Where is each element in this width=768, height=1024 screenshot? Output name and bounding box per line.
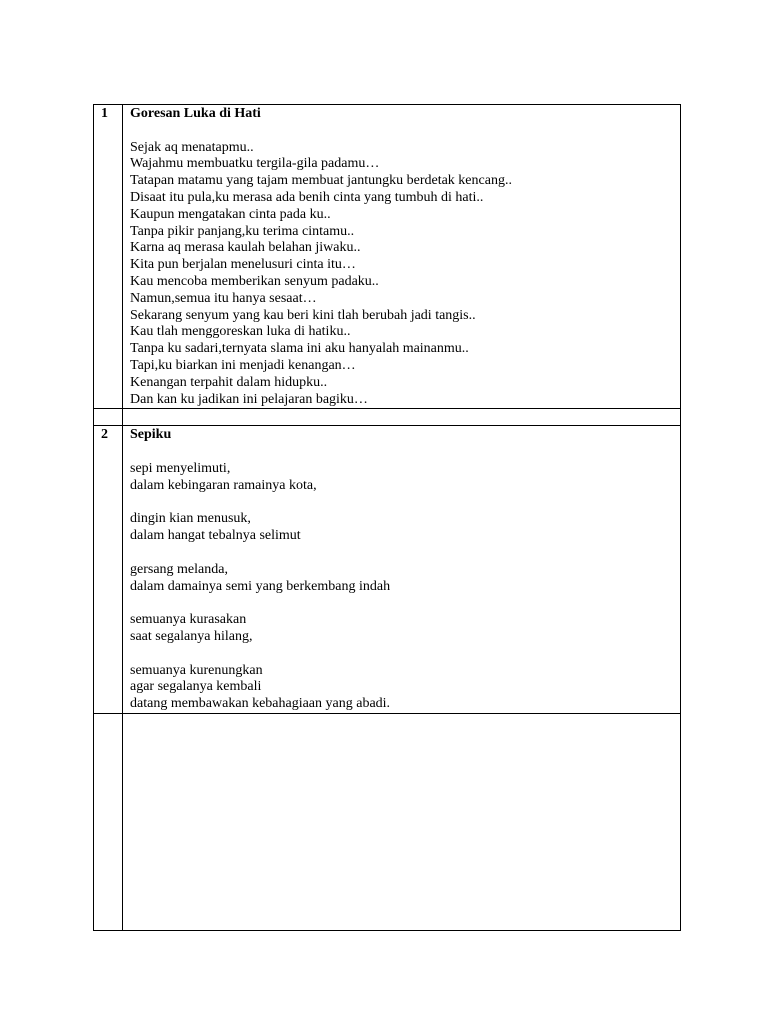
poem-stanza xyxy=(130,612,680,646)
number-cell-2 xyxy=(94,426,123,714)
poem-stanza xyxy=(130,461,680,495)
poem-line: Wajahmu membuatku tergila-gila padamu… xyxy=(130,156,380,172)
poem-line: Kau mencoba memberikan senyum padaku.. xyxy=(130,273,379,289)
poem-line: Dan kan ku jadikan ini pelajaran bagiku… xyxy=(130,391,368,407)
poem-stanza xyxy=(130,511,680,545)
poem-line: sepi menyelimuti, xyxy=(130,460,231,476)
poem-number-1: 1 xyxy=(101,106,108,121)
poem-stanza xyxy=(130,562,680,596)
poem-line: Tanpa pikir panjang,ku terima cintamu.. xyxy=(130,223,355,239)
poem-row-2 xyxy=(94,426,681,714)
empty-content-cell xyxy=(123,713,681,930)
poem-line: Namun,semua itu hanya sesaat… xyxy=(130,290,317,306)
poem-line: semuanya kurasakan xyxy=(130,612,247,628)
poem-line: datang membawakan kebahagiaan yang abadi. xyxy=(130,696,391,712)
poem-line: Tapi,ku biarkan ini menjadi kenangan… xyxy=(130,357,356,373)
empty-row xyxy=(94,409,681,426)
poem-cell-1 xyxy=(123,105,681,409)
poem-line: Karna aq merasa kaulah belahan jiwaku.. xyxy=(130,240,361,256)
poem-stanza xyxy=(130,663,680,713)
empty-row xyxy=(94,713,681,930)
number-cell-1 xyxy=(94,105,123,409)
poem-cell-2 xyxy=(123,426,681,714)
empty-content-cell xyxy=(123,409,681,426)
poem-line: Sekarang senyum yang kau beri kini tlah berubah jadi tangis.. xyxy=(130,307,476,323)
poem-line: Kenangan terpahit dalam hidupku.. xyxy=(130,374,328,390)
poem-line: Kaupun mengatakan cinta pada ku.. xyxy=(130,206,331,222)
poem-line: dingin kian menusuk, xyxy=(130,511,251,527)
poem-line: semuanya kurenungkan xyxy=(130,662,263,678)
poem-title-2: Sepiku xyxy=(130,427,172,443)
empty-number-cell xyxy=(94,713,123,930)
poem-line: Sejak aq menatapmu.. xyxy=(130,139,254,155)
empty-number-cell xyxy=(94,409,123,426)
poem-table xyxy=(93,104,681,931)
poem-stanza xyxy=(130,140,680,409)
poem-number-2: 2 xyxy=(101,427,108,443)
poem-line: Disaat itu pula,ku merasa ada benih cinta yang tumbuh di hati.. xyxy=(130,189,484,205)
poem-line: Kau tlah menggoreskan luka di hatiku.. xyxy=(130,324,351,340)
poem-line: agar segalanya kembali xyxy=(130,679,262,695)
poem-line: dalam damainya semi yang berkembang indah xyxy=(130,578,391,594)
poem-line: dalam hangat tebalnya selimut xyxy=(130,528,301,544)
poem-title-1: Goresan Luka di Hati xyxy=(130,106,261,121)
poem-line: Tatapan matamu yang tajam membuat jantungku berdetak kencang.. xyxy=(130,173,512,189)
poem-line: Kita pun berjalan menelusuri cinta itu… xyxy=(130,257,356,273)
poem-line: saat segalanya hilang, xyxy=(130,628,253,644)
poem-line: gersang melanda, xyxy=(130,561,228,577)
poem-line: Tanpa ku sadari,ternyata slama ini aku hanyalah mainanmu.. xyxy=(130,341,469,357)
poem-row-1 xyxy=(94,105,681,409)
poem-line: dalam kebingaran ramainya kota, xyxy=(130,477,317,493)
